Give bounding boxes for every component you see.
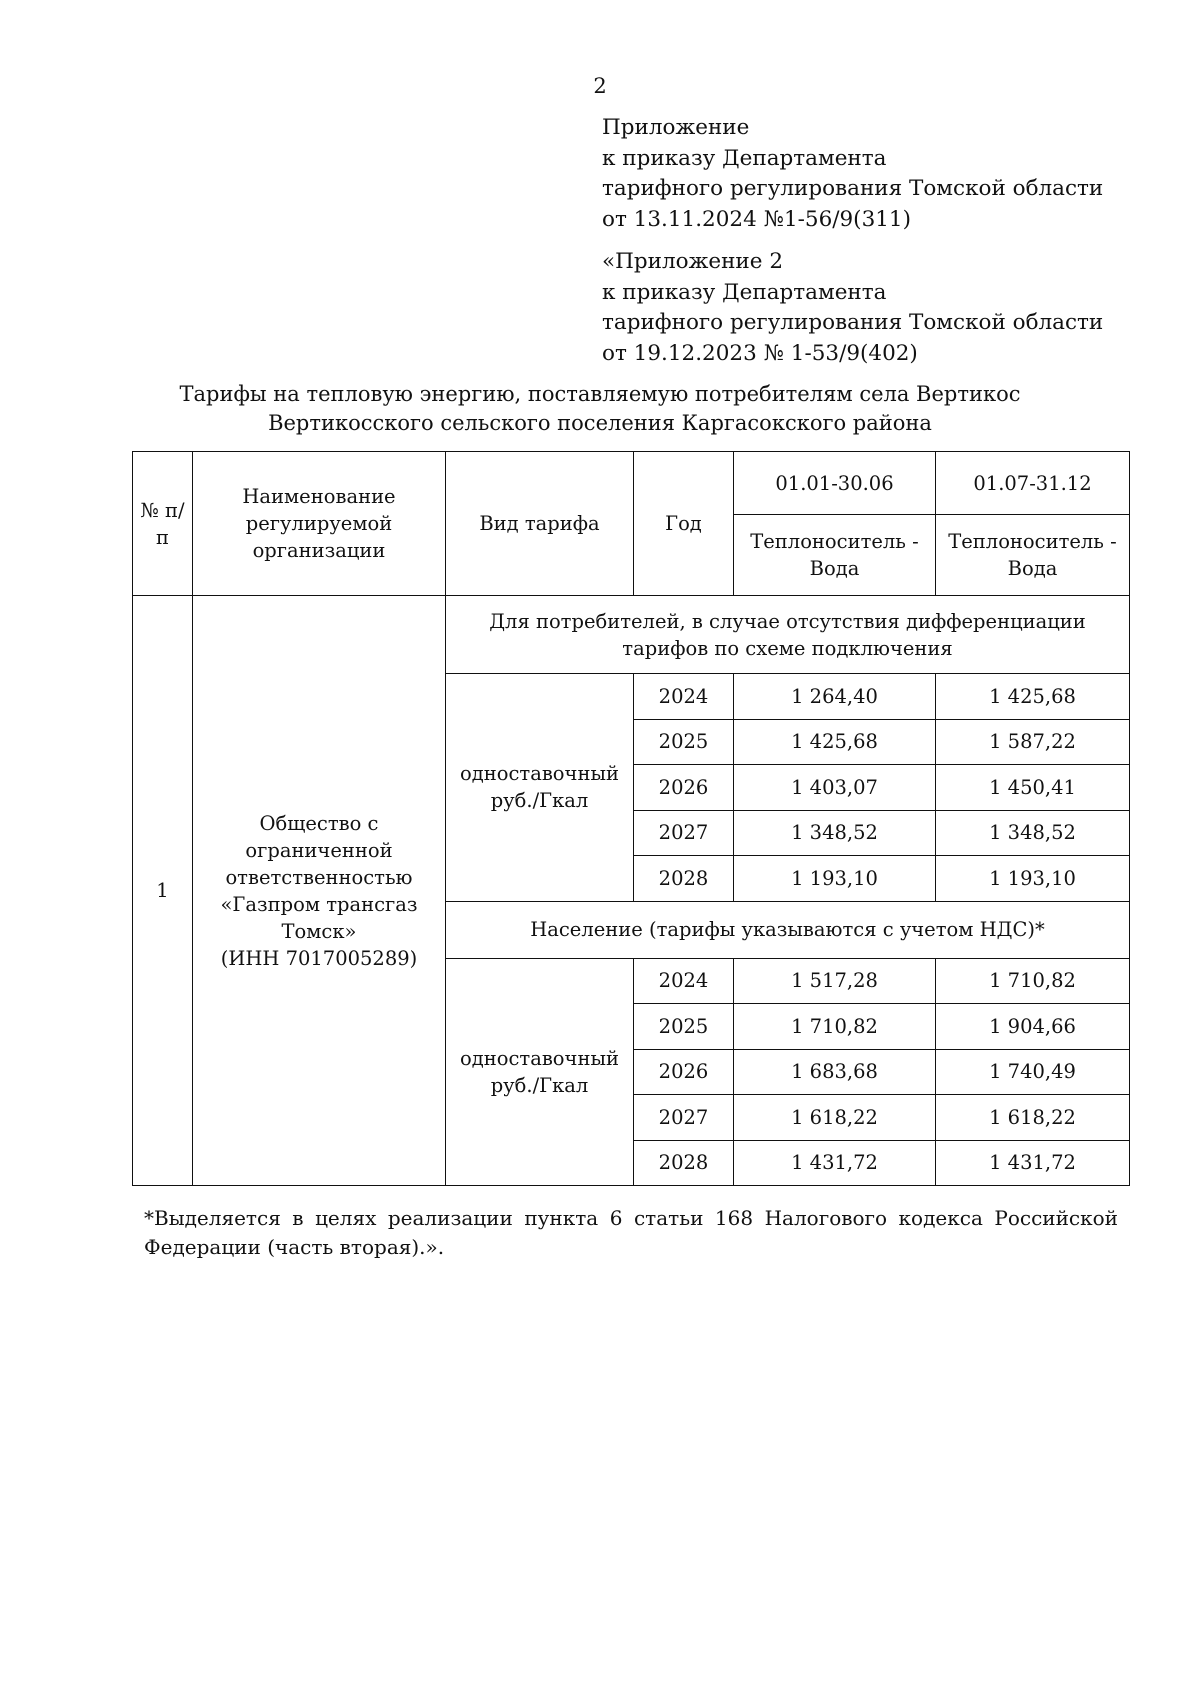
org-line: «Газпром трансгаз	[220, 892, 418, 916]
value-cell: 1 431,72	[734, 1140, 936, 1186]
year-cell: 2025	[634, 1004, 734, 1050]
title-line-2: Вертикосского сельского поселения Каргасокского района	[268, 411, 932, 435]
value-cell: 1 683,68	[734, 1049, 936, 1095]
annex-line: «Приложение 2	[602, 249, 783, 274]
value-cell: 1 904,66	[936, 1004, 1130, 1050]
org-line: Томск»	[281, 919, 357, 943]
document-title	[0, 380, 1200, 438]
value-cell: 1 587,22	[936, 719, 1130, 765]
value-cell: 1 348,52	[936, 810, 1130, 856]
annex-previous-header	[602, 247, 1103, 369]
value-cell: 1 264,40	[734, 674, 936, 720]
annex-line: от 13.11.2024 №1-56/9(311)	[602, 206, 911, 232]
section-row	[133, 596, 1130, 674]
value-cell: 1 348,52	[734, 810, 936, 856]
header-row	[133, 452, 1130, 515]
title-line-1: Тарифы на тепловую энергию, поставляемую потребителям села Вертикос	[179, 382, 1021, 406]
tariff-table	[132, 451, 1130, 1186]
annex-line: тарифного регулирования Томской области	[602, 310, 1104, 335]
year-cell: 2024	[634, 958, 734, 1004]
value-cell: 1 710,82	[936, 958, 1130, 1004]
annex-line: Приложение	[602, 115, 750, 140]
year-cell: 2028	[634, 856, 734, 902]
tariff-type: одноставочный руб./Гкал	[446, 674, 634, 902]
page-number: 2	[593, 74, 607, 98]
annex-line: к приказу Департамента	[602, 279, 887, 305]
value-cell: 1 193,10	[936, 856, 1130, 902]
year-cell: 2024	[634, 674, 734, 720]
org-line: (ИНН 7017005289)	[220, 946, 418, 970]
header-number: № п/п	[133, 452, 193, 596]
year-cell: 2028	[634, 1140, 734, 1186]
org-line: ограниченной	[245, 838, 393, 862]
annex-line: тарифного регулирования Томской области	[602, 176, 1104, 201]
value-cell: 1 450,41	[936, 765, 1130, 811]
annex-line: к приказу Департамента	[602, 145, 887, 171]
value-cell: 1 425,68	[734, 719, 936, 765]
value-cell: 1 425,68	[936, 674, 1130, 720]
value-cell: 1 618,22	[734, 1095, 936, 1141]
row-number: 1	[133, 596, 193, 1186]
year-cell: 2026	[634, 1049, 734, 1095]
section-title: Население (тарифы указываются с учетом НДС)*	[446, 901, 1130, 958]
annex-current-header	[602, 113, 1103, 235]
org-line: Общество с	[259, 811, 379, 835]
value-cell: 1 618,22	[936, 1095, 1130, 1141]
value-cell: 1 710,82	[734, 1004, 936, 1050]
year-cell: 2025	[634, 719, 734, 765]
value-cell: 1 403,07	[734, 765, 936, 811]
year-cell: 2027	[634, 810, 734, 856]
year-cell: 2027	[634, 1095, 734, 1141]
value-cell: 1 193,10	[734, 856, 936, 902]
header-year: Год	[634, 452, 734, 596]
header-period-2: 01.07-31.12	[936, 452, 1130, 515]
org-line: ответственностью	[225, 865, 413, 889]
annex-line: от 19.12.2023 № 1-53/9(402)	[602, 340, 918, 366]
header-medium-1: Теплоноситель - Вода	[734, 515, 936, 596]
tariff-type: одноставочный руб./Гкал	[446, 958, 634, 1186]
header-medium-2: Теплоноситель - Вода	[936, 515, 1130, 596]
footnote: *Выделяется в целях реализации пункта 6 статьи 168 Налогового кодекса Российской Федерации (часть вторая).».	[144, 1206, 1118, 1259]
year-cell: 2026	[634, 765, 734, 811]
value-cell: 1 740,49	[936, 1049, 1130, 1095]
section-title: Для потребителей, в случае отсутствия дифференциации тарифов по схеме подключения	[446, 596, 1130, 674]
header-tariff-type: Вид тарифа	[446, 452, 634, 596]
header-period-1: 01.01-30.06	[734, 452, 936, 515]
value-cell: 1 517,28	[734, 958, 936, 1004]
organization-name	[193, 596, 446, 1186]
header-organization: Наименование регулируемой организации	[193, 452, 446, 596]
value-cell: 1 431,72	[936, 1140, 1130, 1186]
